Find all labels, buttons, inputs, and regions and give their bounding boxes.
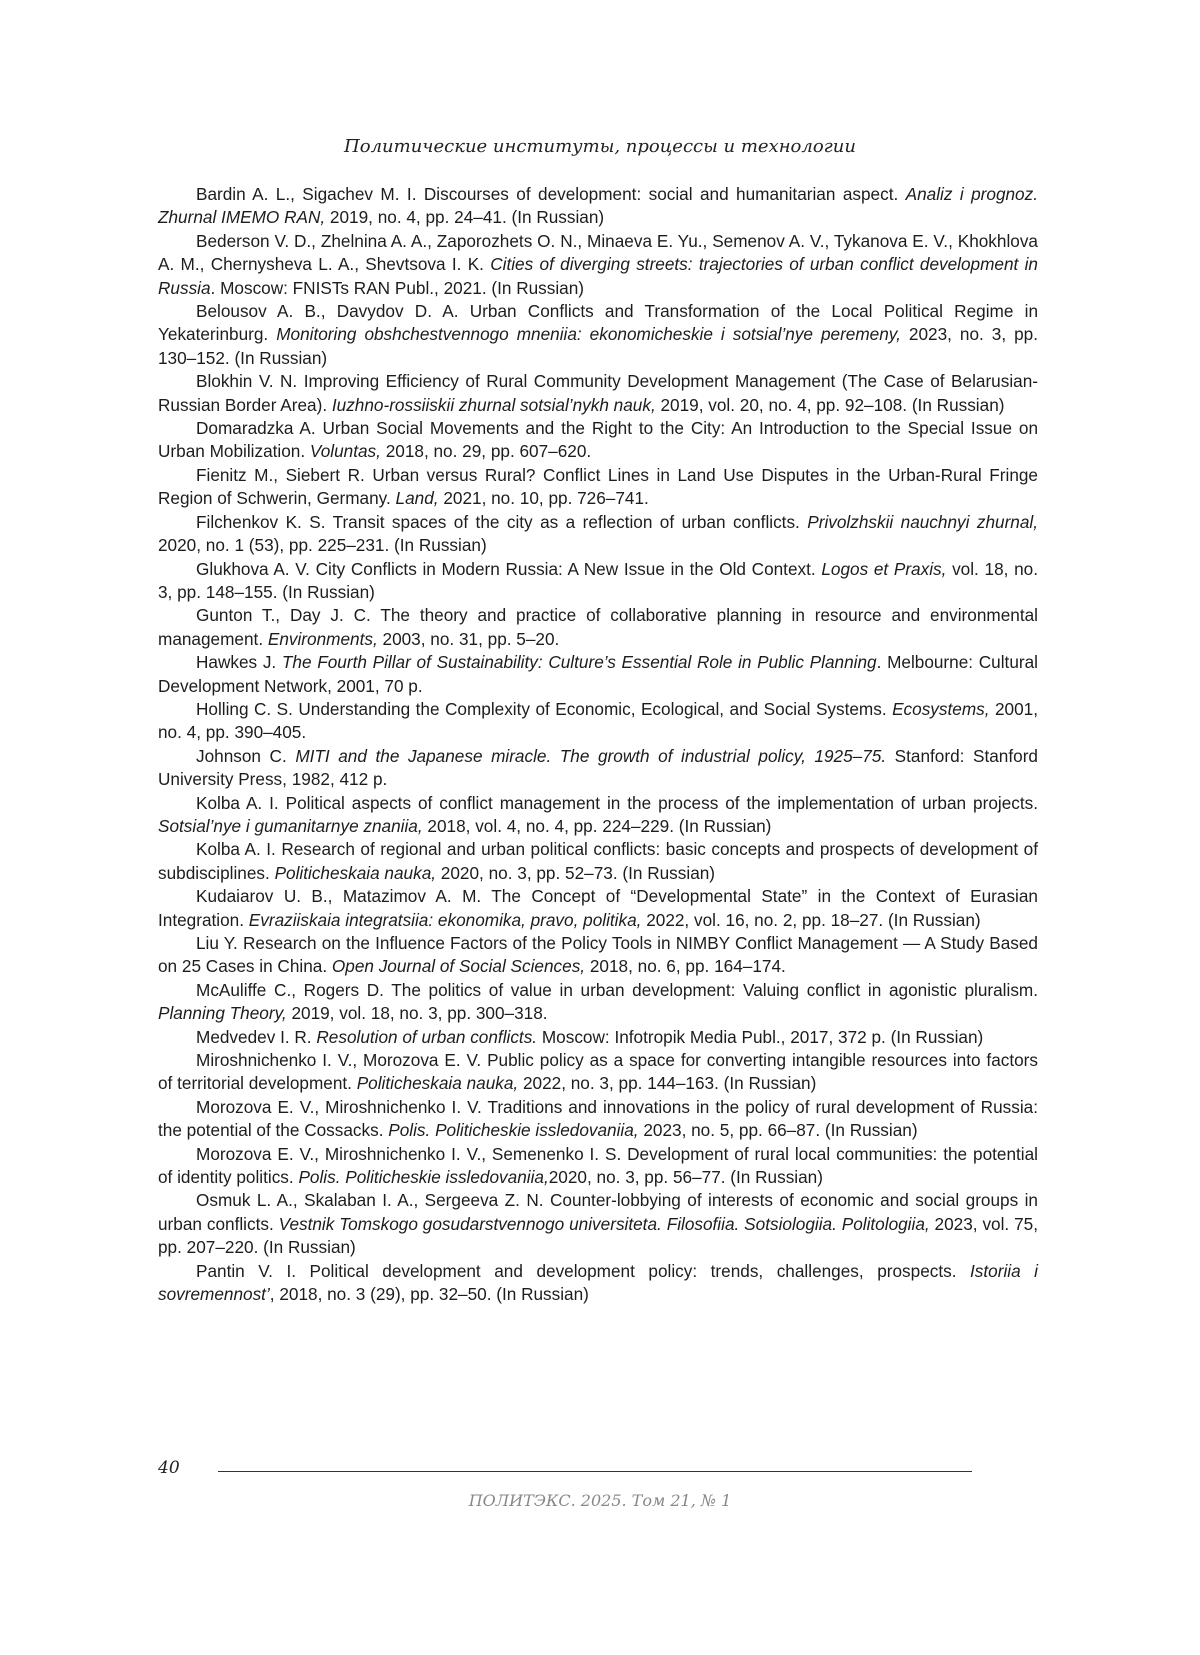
reference-item: Liu Y. Research on the Influence Factors of the Policy Tools in NIMBY Conflict Management — A Study Based on 25 Cases in China. Open Journal of Social Sciences, 2018, no. 6, pp. 164–174.: [158, 933, 1038, 977]
reference-item: Medvedev I. R. Resolution of urban conflicts. Moscow: Infotropik Media Publ., 2017, 372 p. (In Russian): [196, 1026, 984, 1047]
reference-item: Fienitz M., Siebert R. Urban versus Rural? Conflict Lines in Land Use Disputes in the Urban-Rural Fringe Region of Schwerin, Germany. Land, 2021, no. 10, pp. 726–741.: [158, 464, 1038, 509]
reference-item: Pantin V. I. Political development and development policy: trends, challenges, prospects. Istoriia i sovremennost’, 2018, no. 3 (29), pp. 32–50. (In Russian): [158, 1260, 1039, 1305]
reference-item: Kolba A. I. Research of regional and urban political conflicts: basic concepts and prospects of development of subdisciplines. Politicheskaia nauka, 2020, no. 3, pp. 52–73. (In Russian): [158, 839, 1038, 883]
reference-item: Osmuk L. A., Skalaban I. A., Sergeeva Z. N. Counter-lobbying of interests of economic and social groups in urban conflicts. Vestnik Tomskogo gosudarstvennogo universiteta. Filosofiia. Sotsiologiia. Politologiia, 2023, vol. 75, pp. 207–220. (In Russian): [158, 1190, 1038, 1258]
reference-item: Gunton T., Day J. C. The theory and practice of collaborative planning in resource and environmental management. Environments, 2003, no. 31, pp. 5–20.: [158, 605, 1038, 649]
reference-item: Bederson V. D., Zhelnina A. A., Zaporozhets O. N., Minaeva E. Yu., Semenov A. V., Tykanova E. V., Khokhlova A. M., Chernysheva L. A., Shevtsova I. K. Cities of diverging streets: trajectories of urban conflict development in Russia. Moscow: FNISTs RAN Publ., 2021. (In Russian): [158, 230, 1038, 298]
reference-item: Johnson C. MITI and the Japanese miracle. The growth of industrial policy, 1925–75. Stanford: Stanford University Press, 1982, 412 p.: [158, 745, 1038, 790]
journal-footer: ПОЛИТЭКС. 2025. Том 21, № 1: [468, 1491, 732, 1510]
reference-item: Bardin A. L., Sigachev M. I. Discourses of development: social and humanitarian aspect. Analiz i prognoz. Zhurnal IMEMO RAN, 2019, no. 4, pp. 24–41. (In Russian): [158, 184, 1038, 228]
reference-item: Glukhova A. V. City Conflicts in Modern Russia: A New Issue in the Old Context. Logos et Praxis, vol. 18, no. 3, pp. 148–155. (In Russian): [158, 558, 1038, 602]
reference-item: Kudaiarov U. B., Matazimov A. M. The Concept of “Developmental State” in the Context of Eurasian Integration. Evraziiskaia integratsiia: ekonomika, pravo, politika, 2022, vol. 16, no. 2, pp. 18–27. (In Russian): [158, 886, 1038, 930]
reference-item: Hawkes J. The Fourth Pillar of Sustainability: Culture’s Essential Role in Public Planning. Melbourne: Cultural Development Network, 2001, 70 p.: [158, 652, 1038, 696]
page-number: 40: [158, 1458, 180, 1478]
reference-item: Filchenkov K. S. Transit spaces of the city as a reflection of urban conflicts. Privolzhskii nauchnyi zhurnal, 2020, no. 1 (53), pp. 225–231. (In Russian): [158, 511, 1039, 556]
reference-list: [158, 183, 1038, 1307]
footer-divider: [218, 1471, 972, 1472]
reference-item: Morozova E. V., Miroshnichenko I. V. Traditions and innovations in the policy of rural development of Russia: the potential of the Cossacks. Polis. Politicheskie issledovaniia, 2023, no. 5, pp. 66–87. (In Russian): [158, 1096, 1038, 1141]
reference-item: Domaradzka A. Urban Social Movements and the Right to the City: An Introduction to the Special Issue on Urban Mobilization. Voluntas, 2018, no. 29, pp. 607–620.: [158, 418, 1038, 462]
reference-item: Belousov A. B., Davydov D. A. Urban Conflicts and Transformation of the Local Political Regime in Yekaterinburg. Monitoring obshchestvennogo mneniia: ekonomicheskie i sotsial’nye peremeny, 2023, no. 3, pp. 130–152. (In Russian): [158, 301, 1039, 368]
reference-item: Blokhin V. N. Improving Efficiency of Rural Community Development Management (The Case of Belarusian-Russian Border Area). Iuzhno-rossiiskii zhurnal sotsial’nykh nauk, 2019, vol. 20, no. 4, pp. 92–108. (In Russian): [158, 371, 1038, 415]
reference-item: Miroshnichenko I. V., Morozova E. V. Public policy as a space for converting intangible resources into factors of territorial development. Politicheskaia nauka, 2022, no. 3, pp. 144–163. (In Russian): [158, 1050, 1038, 1094]
reference-item: Kolba A. I. Political aspects of conflict management in the process of the implementation of urban projects. Sotsial’nye i gumanitarnye znaniia, 2018, vol. 4, no. 4, pp. 224–229. (In Russian): [158, 792, 1038, 836]
running-header: Политические институты, процессы и технологии: [344, 136, 856, 157]
reference-item: Morozova E. V., Miroshnichenko I. V., Semenenko I. S. Development of rural local communities: the potential of identity politics. Polis. Politicheskie issledovaniia,2020, no. 3, pp. 56–77. (In Russian): [158, 1143, 1038, 1188]
reference-item: McAuliffe C., Rogers D. The politics of value in urban development: Valuing conflict in agonistic pluralism. Planning Theory, 2019, vol. 18, no. 3, pp. 300–318.: [158, 979, 1038, 1024]
reference-item: Holling C. S. Understanding the Complexity of Economic, Ecological, and Social Systems. Ecosystems, 2001, no. 4, pp. 390–405.: [158, 698, 1038, 743]
